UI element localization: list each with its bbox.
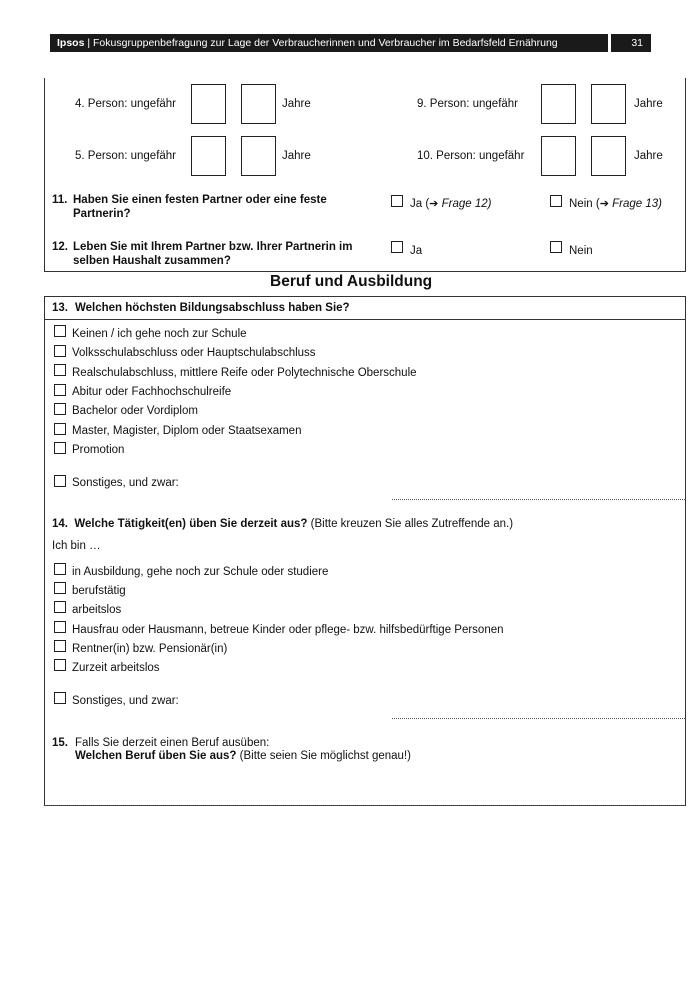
person-10-age-digit-2[interactable] xyxy=(591,136,626,176)
header-title-bar xyxy=(50,34,608,52)
person-9-age-digit-2[interactable] xyxy=(591,84,626,124)
q13-option-3-label: Abitur oder Fachhochschulreife xyxy=(72,386,232,398)
q12-text-line2: selben Haushalt zusammen? xyxy=(73,255,231,267)
q14-option-2-checkbox[interactable] xyxy=(54,601,66,613)
q15-answer-line[interactable] xyxy=(45,805,685,806)
q13-option-6-checkbox[interactable] xyxy=(54,442,66,454)
person-4-unit: Jahre xyxy=(282,98,311,110)
q14-lead: Ich bin … xyxy=(52,540,101,552)
person-5-unit: Jahre xyxy=(282,150,311,162)
person-5-age-digit-2[interactable] xyxy=(241,136,276,176)
q14-option-4-label: Rentner(in) bzw. Pensionär(in) xyxy=(72,643,228,655)
section-title: Beruf und Ausbildung xyxy=(270,273,433,290)
q14-option-0-checkbox[interactable] xyxy=(54,563,66,575)
q11-text-line2: Partnerin? xyxy=(73,208,131,220)
q11-number: 11. xyxy=(52,194,68,206)
person-9-label: 9. Person: ungefähr xyxy=(417,98,519,110)
q14-option-3-label: Hausfrau oder Hausmann, betreue Kinder oder pflege- bzw. hilfsbedürftige Personen xyxy=(72,624,504,636)
q13-option-6-label: Promotion xyxy=(72,444,125,456)
page-number: 31 xyxy=(611,34,651,52)
q13-option-2-checkbox[interactable] xyxy=(54,364,66,376)
page-header xyxy=(50,34,651,52)
person-4-age-digit-2[interactable] xyxy=(241,84,276,124)
top-frame-bottom xyxy=(44,271,686,272)
person-10-unit: Jahre xyxy=(634,150,663,162)
person-10-label: 10. Person: ungefähr xyxy=(417,150,525,162)
q12-yes-checkbox[interactable] xyxy=(391,241,403,253)
q13-other-label: Sonstiges, und zwar: xyxy=(72,477,179,489)
q13-option-5-label: Master, Magister, Diplom oder Staatsexamen xyxy=(72,425,302,437)
person-5-age-digit-1[interactable] xyxy=(191,136,226,176)
q13-option-1-checkbox[interactable] xyxy=(54,345,66,357)
q13-number: 13. xyxy=(52,302,68,314)
arrow-right-icon: ➔ xyxy=(599,198,609,210)
q12-no-label: Nein xyxy=(569,245,593,257)
q14-option-5-checkbox[interactable] xyxy=(54,659,66,671)
q14-option-2-label: arbeitslos xyxy=(72,604,122,616)
q14-option-4-checkbox[interactable] xyxy=(54,640,66,652)
top-frame-right xyxy=(685,78,686,271)
person-5-label: 5. Person: ungefähr xyxy=(75,150,177,162)
q13-option-1-label: Volksschulabschluss oder Hauptschulabschluss xyxy=(72,347,316,359)
q14-hint: (Bitte kreuzen Sie alles Zutreffende an.) xyxy=(310,518,514,530)
q11-text-line1: Haben Sie einen festen Partner oder eine feste xyxy=(73,194,327,206)
q12-yes-label: Ja xyxy=(410,245,423,257)
q14-option-1-checkbox[interactable] xyxy=(54,582,66,594)
person-4-label: 4. Person: ungefähr xyxy=(75,98,177,110)
q13-text: Welchen höchsten Bildungsabschluss haben Sie? xyxy=(75,302,350,314)
q11-no-ref: Frage 13) xyxy=(612,198,662,210)
q13-option-4-label: Bachelor oder Vordiplom xyxy=(72,405,198,417)
q13-option-3-checkbox[interactable] xyxy=(54,384,66,396)
q13-option-4-checkbox[interactable] xyxy=(54,403,66,415)
person-4-age-digit-1[interactable] xyxy=(191,84,226,124)
q13-other-input-line[interactable] xyxy=(392,499,685,500)
q13-option-2-label: Realschulabschluss, mittlere Reife oder Polytechnische Oberschule xyxy=(72,367,417,379)
q14-number: 14. xyxy=(52,518,68,530)
q13-other-checkbox[interactable] xyxy=(54,475,66,487)
q14-option-0-label: in Ausbildung, gehe noch zur Schule oder studiere xyxy=(72,566,329,578)
q14-option-5-label: Zurzeit arbeitslos xyxy=(72,662,160,674)
q14-heading xyxy=(52,518,513,530)
q14-option-1-label: berufstätig xyxy=(72,585,126,597)
q13-option-0-label: Keinen / ich gehe noch zur Schule xyxy=(72,328,247,340)
q12-number: 12. xyxy=(52,241,68,253)
q14-other-label: Sonstiges, und zwar: xyxy=(72,695,179,707)
q15-number: 15. xyxy=(52,737,68,749)
q13-header-divider xyxy=(44,319,686,320)
q11-no-checkbox[interactable] xyxy=(550,195,562,207)
q14-other-input-line[interactable] xyxy=(392,718,685,719)
header-title: Fokusgruppenbefragung zur Lage der Verbraucherinnen und Verbraucher im Bedarfsfeld Ernährung xyxy=(93,37,558,49)
q14-option-3-checkbox[interactable] xyxy=(54,621,66,633)
q14-other-checkbox[interactable] xyxy=(54,692,66,704)
q11-yes-ref: Frage 12) xyxy=(441,198,492,210)
q11-no-text: Nein ( xyxy=(569,198,600,210)
q14-text: Welche Tätigkeit(en) üben Sie derzeit aus? xyxy=(74,518,308,530)
q13-option-0-checkbox[interactable] xyxy=(54,325,66,337)
person-9-unit: Jahre xyxy=(634,98,663,110)
arrow-right-icon: ➔ xyxy=(429,198,439,210)
q15-line2-bold: Welchen Beruf üben Sie aus? xyxy=(75,750,237,762)
q13-option-5-checkbox[interactable] xyxy=(54,423,66,435)
q11-yes-label xyxy=(410,197,491,210)
q15-line2 xyxy=(75,750,411,762)
q12-text-line1: Leben Sie mit Ihrem Partner bzw. Ihrer Partnerin im xyxy=(73,241,353,253)
q11-no-label xyxy=(569,197,662,210)
top-frame-left xyxy=(44,78,45,271)
q15-line2-hint: (Bitte seien Sie möglichst genau!) xyxy=(239,750,411,762)
header-brand: Ipsos xyxy=(57,37,85,49)
q11-yes-text: Ja ( xyxy=(410,198,430,210)
q12-no-checkbox[interactable] xyxy=(550,241,562,253)
person-10-age-digit-1[interactable] xyxy=(541,136,576,176)
q15-line1: Falls Sie derzeit einen Beruf ausüben: xyxy=(75,737,270,749)
header-separator: | xyxy=(87,37,91,49)
person-9-age-digit-1[interactable] xyxy=(541,84,576,124)
q11-yes-checkbox[interactable] xyxy=(391,195,403,207)
